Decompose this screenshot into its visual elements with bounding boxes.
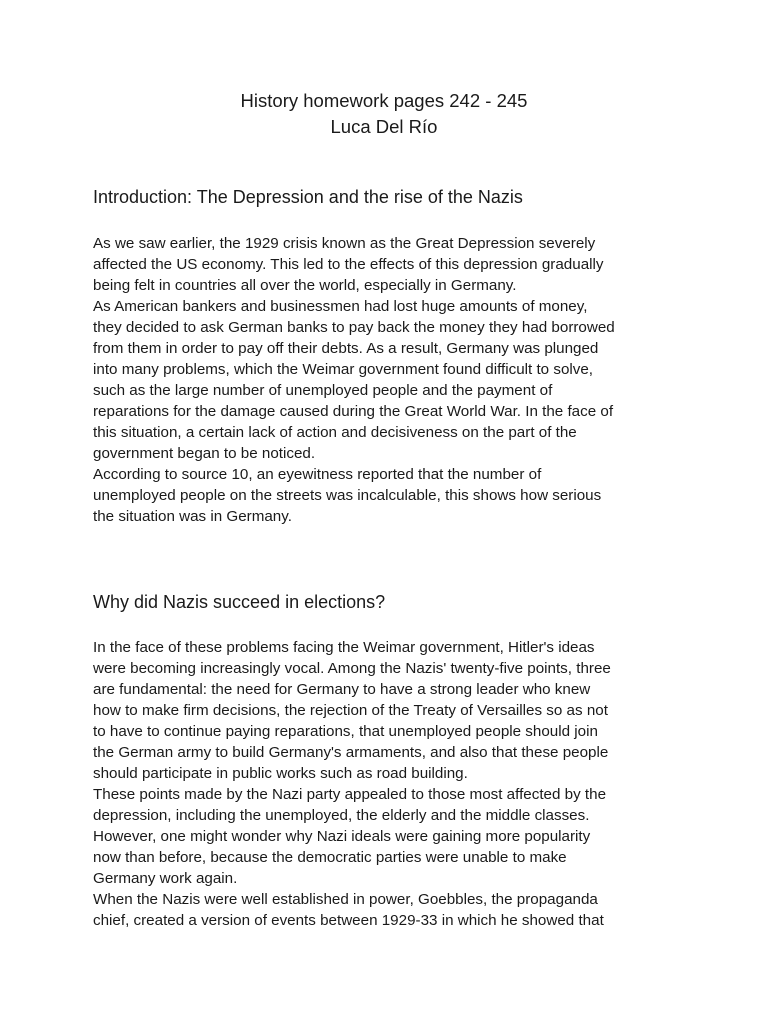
- paragraph-line: how to make firm decisions, the rejection of the Treaty of Versailles so as not: [93, 702, 608, 719]
- paragraph-line: chief, created a version of events between 1929-33 in which he showed that: [93, 912, 604, 929]
- paragraph-line: being felt in countries all over the world, especially in Germany.: [93, 277, 517, 294]
- paragraph-line: are fundamental: the need for Germany to have a strong leader who knew: [93, 681, 591, 698]
- paragraph-line: now than before, because the democratic parties were unable to make: [93, 849, 567, 866]
- paragraph-line: they decided to ask German banks to pay back the money they had borrowed: [93, 319, 615, 336]
- paragraph-line: to have to continue paying reparations, that unemployed people should join: [93, 723, 598, 740]
- document-title: History homework pages 242 - 245: [240, 90, 528, 111]
- title-block: [0, 88, 768, 140]
- paragraph-line: into many problems, which the Weimar government found difficult to solve,: [93, 361, 594, 378]
- section-body-introduction: [93, 233, 683, 527]
- paragraph-line: affected the US economy. This led to the effects of this depression gradually: [93, 256, 604, 273]
- paragraph-line: These points made by the Nazi party appealed to those most affected by the: [93, 786, 607, 803]
- paragraph-line: However, one might wonder why Nazi ideals were gaining more popularity: [93, 828, 591, 845]
- paragraph-line: the situation was in Germany.: [93, 508, 292, 525]
- section-heading-introduction: Introduction: The Depression and the rise of the Nazis: [93, 187, 523, 207]
- paragraph-line: this situation, a certain lack of action and decisiveness on the part of the: [93, 424, 577, 441]
- paragraph-line: from them in order to pay off their debts. As a result, Germany was plunged: [93, 340, 599, 357]
- paragraph-line: According to source 10, an eyewitness reported that the number of: [93, 466, 542, 483]
- paragraph-line: depression, including the unemployed, the elderly and the middle classes.: [93, 807, 590, 824]
- paragraph-line: As American bankers and businessmen had lost huge amounts of money,: [93, 298, 588, 315]
- paragraph-line: should participate in public works such as road building.: [93, 765, 468, 782]
- paragraph-line: unemployed people on the streets was incalculable, this shows how serious: [93, 487, 602, 504]
- paragraph-line: such as the large number of unemployed people and the payment of: [93, 382, 553, 399]
- paragraph-line: were becoming increasingly vocal. Among the Nazis' twenty-five points, three: [93, 660, 611, 677]
- paragraph-line: Germany work again.: [93, 870, 238, 887]
- paragraph-line: reparations for the damage caused during the Great World War. In the face of: [93, 403, 614, 420]
- paragraph-line: government began to be noticed.: [93, 445, 316, 462]
- paragraph-line: When the Nazis were well established in power, Goebbles, the propaganda: [93, 891, 598, 908]
- paragraph-line: As we saw earlier, the 1929 crisis known as the Great Depression severely: [93, 235, 596, 252]
- paragraph-line: In the face of these problems facing the Weimar government, Hitler's ideas: [93, 639, 595, 656]
- author-name: Luca Del Río: [330, 116, 438, 137]
- section-heading-nazi-elections: Why did Nazis succeed in elections?: [93, 592, 386, 612]
- section-body-nazi-elections: [93, 637, 683, 931]
- paragraph-line: the German army to build Germany's armaments, and also that these people: [93, 744, 609, 761]
